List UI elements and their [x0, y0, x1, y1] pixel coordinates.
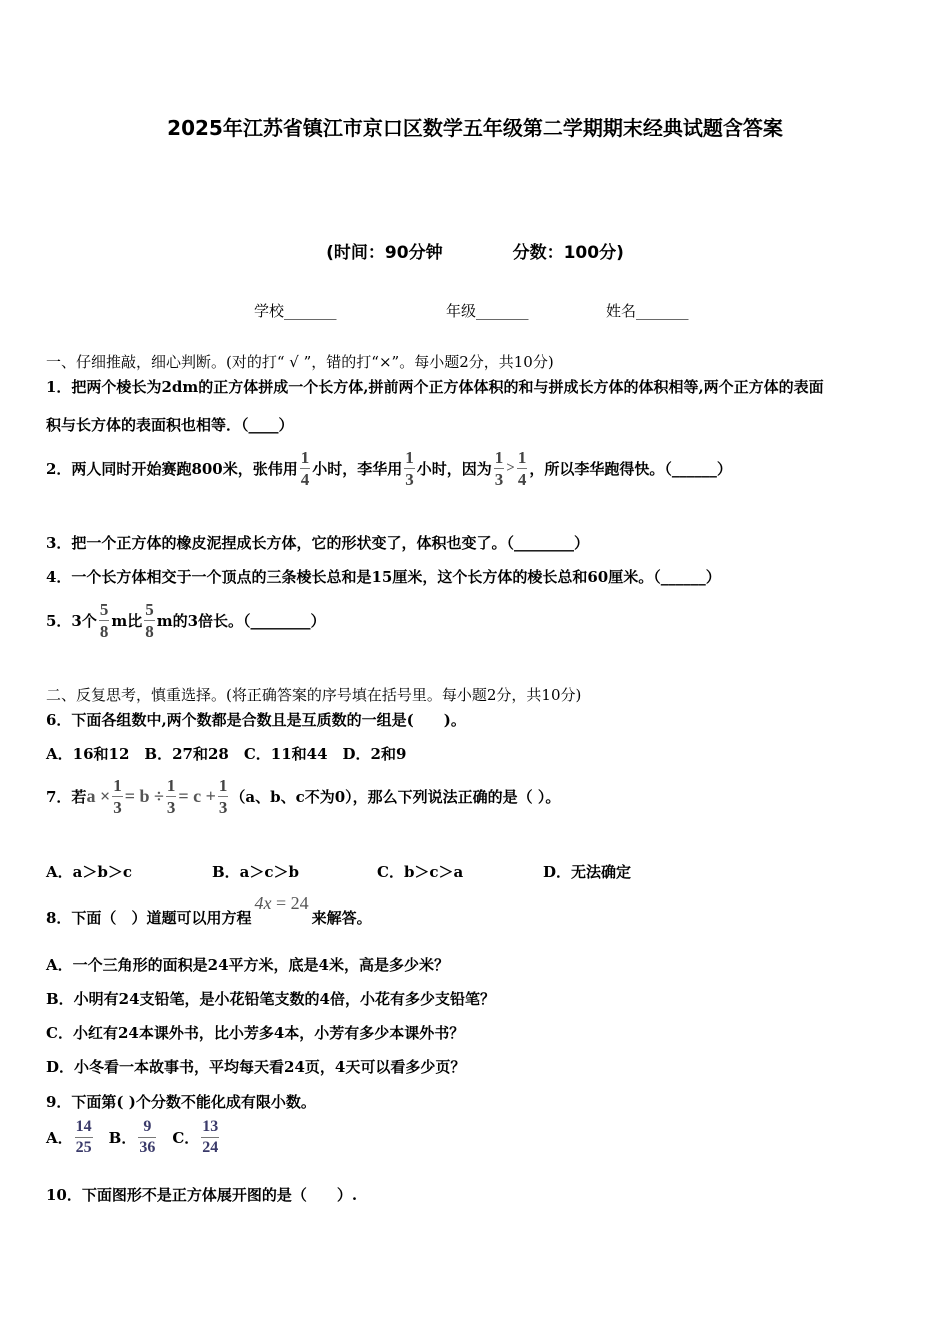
fraction: $\frac{9}{36}$	[139, 1118, 156, 1156]
q7-option-a: A．a＞b＞c	[46, 863, 132, 881]
q8-option-b: B．小明有24支铅笔，是小花铅笔支数的4倍，小花有多少支铅笔？	[46, 990, 495, 1008]
q9-label-c: C．	[172, 1129, 200, 1147]
q7-expr-2: = b ÷	[124, 786, 164, 806]
fraction: $\frac{13}{24}$	[202, 1118, 219, 1156]
q7-expr-1: a ×	[86, 786, 111, 806]
q9-label-b: B．	[108, 1129, 137, 1147]
q8-text-a: 8．下面（ ）道题可以用方程	[46, 909, 252, 927]
fraction: $\frac{1}{3}$	[218, 776, 228, 817]
fraction: $\frac{1}{3}$	[113, 776, 122, 817]
q7-expr-3: = c +	[178, 786, 216, 806]
q5-text-b: m比	[111, 612, 143, 630]
fraction: $\frac{5}{8}$	[99, 600, 109, 641]
grade-field: 年级_______	[446, 302, 529, 320]
q9-stem: 9．下面第( )个分数不能化成有限小数。	[46, 1093, 316, 1111]
fraction: $\frac{5}{8}$	[145, 600, 154, 641]
question-8	[46, 893, 372, 928]
fraction: $\frac{14}{25}$	[75, 1118, 92, 1156]
q7-text-b: （a、b、c不为0），那么下列说法正确的是（ ）。	[230, 788, 561, 806]
q6-options: A．16和12 B．27和28 C．11和44 D．2和9	[46, 745, 407, 763]
q8-text-b: 来解答。	[311, 909, 372, 927]
question-5	[46, 601, 326, 640]
q7-option-c: C．b＞c＞a	[377, 863, 464, 881]
q2-text-b: 小时，李华用	[312, 460, 403, 478]
question-7	[46, 777, 560, 816]
q1-line1: 1．把两个棱长为2dm的正方体拼成一个长方体,拼前两个正方体体积的和与拼成长方体的体积相等,两个正方体的表面	[46, 378, 824, 396]
question-10: 10．下面图形不是正方体展开图的是（ ）.	[46, 1186, 358, 1204]
q7-option-d: D．无法确定	[543, 863, 632, 881]
time-limit: (时间：90分钟	[326, 243, 443, 263]
fraction: $\frac{1}{3}$	[494, 448, 504, 489]
fraction: $\frac{1}{3}$	[405, 448, 414, 489]
q8-option-a: A．一个三角形的面积是24平方米，底是4米，高是多少米？	[46, 956, 449, 974]
question-3: 3．把一个正方体的橡皮泥捏成长方体，它的形状变了，体积也变了。（________）	[46, 534, 589, 552]
section2-header: 二、反复思考，慎重选择。(将正确答案的序号填在括号里。每小题2分，共10分)	[46, 686, 582, 704]
q8-option-c: C．小红有24本课外书，比小芳多4本，小芳有多少本课外书？	[46, 1024, 465, 1042]
exam-meta	[0, 238, 950, 263]
q9-label-a: A．	[46, 1129, 73, 1147]
q2-text-c: 小时，因为	[416, 460, 492, 478]
q9-options	[46, 1119, 221, 1156]
q6-stem: 6．下面各组数中,两个数都是合数且是互质数的一组是( )。	[46, 711, 466, 729]
greater-than: >	[506, 460, 515, 476]
name-field: 姓名_______	[606, 302, 689, 320]
question-4: 4．一个长方体相交于一个顶点的三条棱长总和是15厘米，这个长方体的棱长总和60厘米。（______）	[46, 568, 721, 586]
q5-text-c: m的3倍长。（________）	[156, 612, 326, 630]
total-score: 分数：100分)	[512, 243, 624, 263]
section1-header: 一、仔细推敲，细心判断。(对的打“ √ ”，错的打“×”。每小题2分，共10分)	[46, 353, 554, 371]
fraction: $\frac{1}{4}$	[300, 448, 310, 489]
fraction: $\frac{1}{3}$	[166, 776, 176, 817]
page-title: 2025年江苏省镇江市京口区数学五年级第二学期期末经典试题含答案	[167, 116, 783, 140]
fraction: $\frac{1}{4}$	[517, 448, 527, 489]
q8-option-d: D．小冬看一本故事书，平均每天看24页，4天可以看多少页？	[46, 1058, 466, 1076]
q2-text-d: ，所以李华跑得快。（______）	[529, 460, 732, 478]
q5-text-a: 5．3个	[46, 612, 97, 630]
equation: 4x = 24	[254, 893, 309, 913]
q1-line2: 积与长方体的表面积也相等．（____）	[46, 416, 294, 434]
q7-option-b: B．a＞c＞b	[212, 863, 300, 881]
q7-text-a: 7．若	[46, 788, 87, 806]
school-field: 学校_______	[254, 302, 337, 320]
question-2	[46, 449, 732, 488]
q2-text-a: 2．两人同时开始赛跑800米，张伟用	[46, 460, 298, 478]
